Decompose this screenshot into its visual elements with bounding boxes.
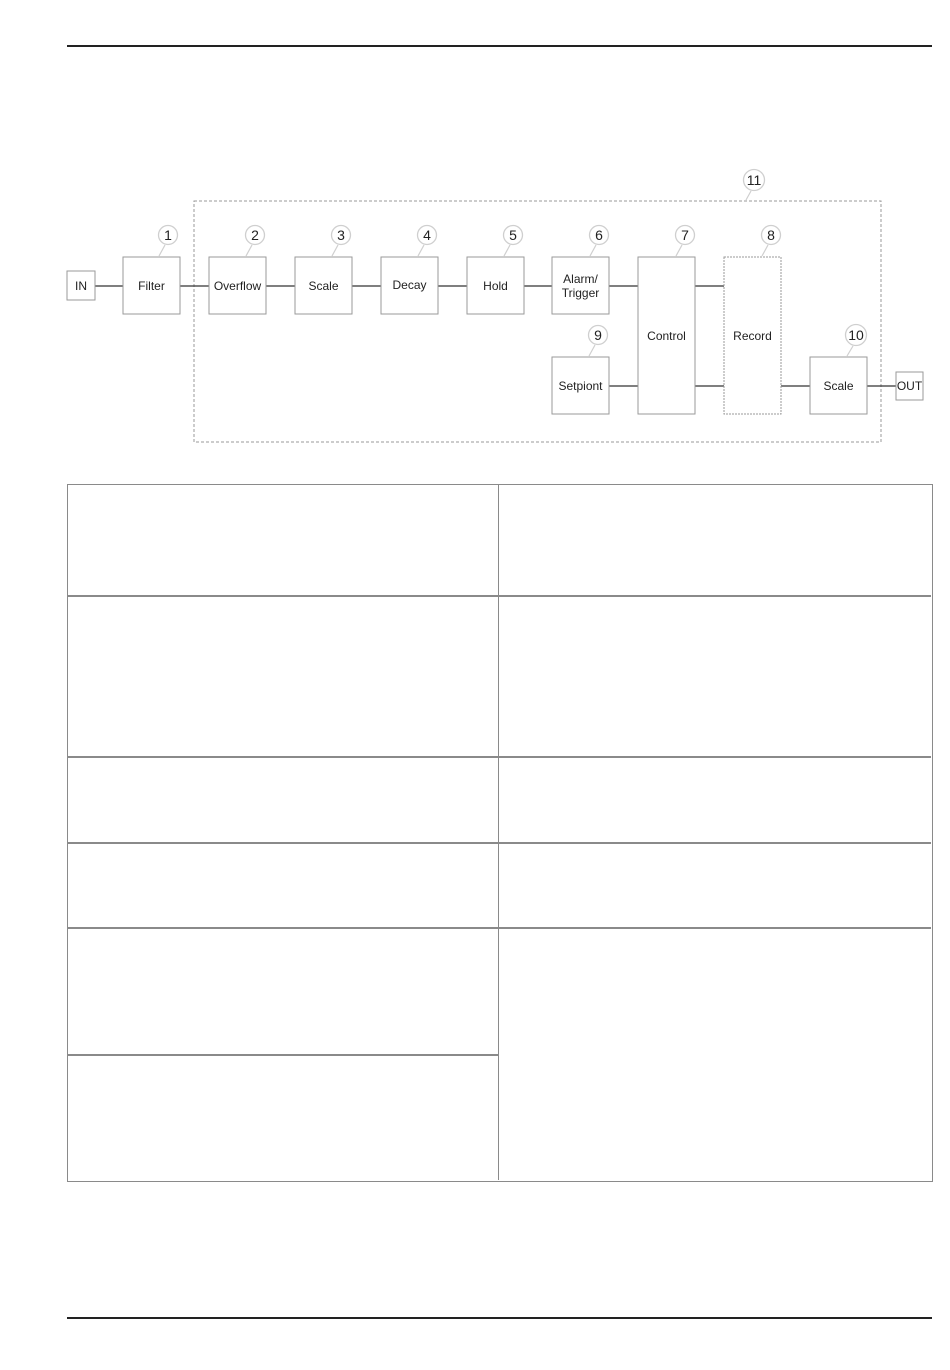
setpoint-label: Setpiont	[558, 379, 603, 393]
decay-label: Decay	[392, 278, 427, 292]
scale-in-label: Scale	[308, 279, 339, 293]
out-label: OUT	[896, 379, 923, 393]
callout-9	[589, 326, 608, 357]
table-row-divider-2	[68, 756, 931, 758]
in-label: IN	[75, 279, 87, 293]
callout-5-number: 5	[509, 227, 517, 243]
callout-2	[246, 226, 265, 257]
callout-1	[159, 226, 178, 257]
callout-8-number: 8	[767, 227, 775, 243]
callout-11	[744, 170, 765, 201]
callout-2-number: 2	[251, 227, 259, 243]
callout-10	[846, 325, 867, 357]
table-row-divider-3	[68, 842, 931, 844]
alarm-label-line1: Alarm/	[563, 272, 598, 286]
callout-8	[762, 226, 781, 257]
table-row-divider-4	[68, 927, 931, 929]
overflow-label: Overflow	[213, 279, 262, 293]
table-column-divider	[498, 485, 500, 1180]
callout-3-number: 3	[337, 227, 345, 243]
callout-6	[590, 226, 609, 257]
callout-3	[332, 226, 351, 257]
signal-flow-diagram	[0, 0, 950, 460]
hold-label: Hold	[483, 279, 508, 293]
callout-6-number: 6	[595, 227, 603, 243]
callout-9-number: 9	[594, 327, 602, 343]
alarm-label-line2: Trigger	[561, 286, 600, 300]
callout-7	[676, 226, 695, 257]
scale-out-label: Scale	[823, 379, 854, 393]
callout-10-number: 10	[848, 327, 864, 343]
callout-5	[504, 226, 523, 257]
table-row-divider-1	[68, 595, 931, 597]
callout-4-number: 4	[423, 227, 431, 243]
table-row-divider-5-left	[68, 1054, 498, 1056]
footer-rule	[67, 1317, 932, 1319]
callout-1-number: 1	[164, 227, 172, 243]
description-table	[67, 484, 933, 1182]
callout-11-number: 11	[746, 172, 762, 188]
callout-4	[418, 226, 437, 257]
filter-label: Filter	[138, 279, 165, 293]
control-label: Control	[647, 329, 686, 343]
record-label: Record	[733, 329, 772, 343]
callout-7-number: 7	[681, 227, 689, 243]
